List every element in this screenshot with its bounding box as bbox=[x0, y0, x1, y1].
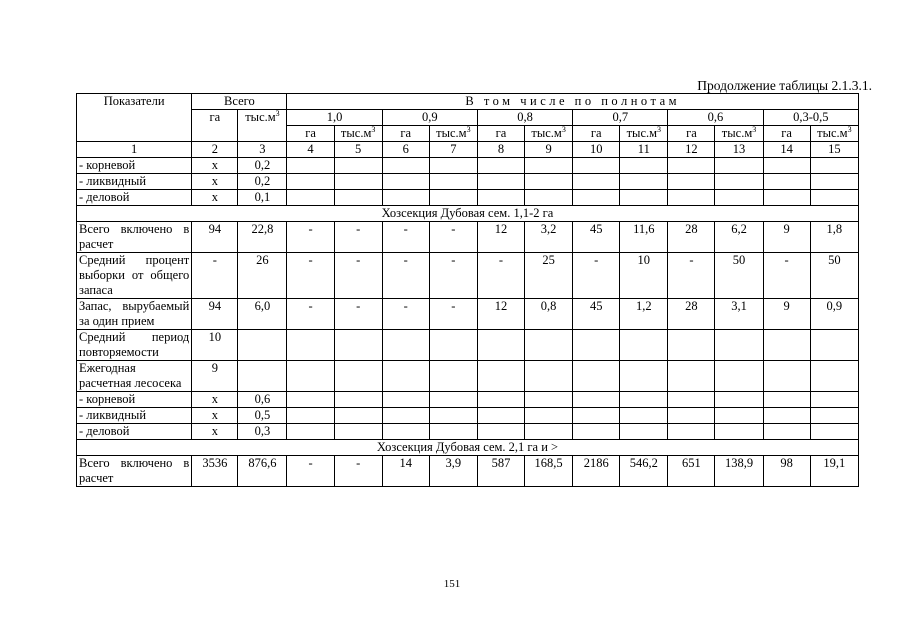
unit-tys: $тыс.м^3$ bbox=[620, 126, 668, 142]
table-cell bbox=[810, 392, 858, 408]
density-header: 0,8 bbox=[477, 110, 572, 126]
table-cell bbox=[287, 330, 334, 361]
table-cell: - bbox=[334, 456, 382, 487]
table-cell: 98 bbox=[763, 456, 810, 487]
table-row bbox=[77, 408, 859, 424]
table-cell bbox=[429, 361, 477, 392]
column-number: 14 bbox=[763, 142, 810, 158]
table-cell: - bbox=[287, 222, 334, 253]
table-cell: 9 bbox=[763, 299, 810, 330]
row-label: Средний период повторяемости bbox=[77, 330, 192, 361]
table-cell bbox=[715, 190, 763, 206]
column-number: 10 bbox=[573, 142, 620, 158]
table-cell: - bbox=[334, 299, 382, 330]
table-cell bbox=[382, 424, 429, 440]
table-cell bbox=[763, 361, 810, 392]
table-cell: 25 bbox=[525, 253, 573, 299]
table-cell: - bbox=[429, 299, 477, 330]
table-cell bbox=[334, 158, 382, 174]
table-cell bbox=[287, 158, 334, 174]
table-cell bbox=[429, 330, 477, 361]
table-cell: - bbox=[382, 299, 429, 330]
table-cell bbox=[620, 190, 668, 206]
table-cell: 19,1 bbox=[810, 456, 858, 487]
table-cell bbox=[668, 330, 715, 361]
table-cell bbox=[477, 330, 524, 361]
table-cell bbox=[620, 424, 668, 440]
table-cell bbox=[429, 190, 477, 206]
column-number: 11 bbox=[620, 142, 668, 158]
table-cell bbox=[287, 424, 334, 440]
section-title: Хозсекция Дубовая сем. 2,1 га и > bbox=[77, 440, 859, 456]
table-cell bbox=[334, 330, 382, 361]
table-cell: 1,2 bbox=[620, 299, 668, 330]
table-cell: 12 bbox=[477, 299, 524, 330]
table-cell: - bbox=[668, 253, 715, 299]
table-cell: 14 bbox=[382, 456, 429, 487]
data-table bbox=[76, 93, 859, 487]
table-cell bbox=[334, 361, 382, 392]
unit-tys: $тыс.м^3$ bbox=[334, 126, 382, 142]
table-cell bbox=[668, 190, 715, 206]
table-cell: 11,6 bbox=[620, 222, 668, 253]
density-header: 0,3-0,5 bbox=[763, 110, 858, 126]
table-cell bbox=[668, 174, 715, 190]
density-header: 1,0 bbox=[287, 110, 382, 126]
table-cell: - bbox=[573, 253, 620, 299]
table-cell bbox=[810, 361, 858, 392]
table-cell: - bbox=[382, 253, 429, 299]
table-cell bbox=[477, 408, 524, 424]
row-label: - деловой bbox=[77, 190, 192, 206]
table-cell: x bbox=[192, 190, 238, 206]
table-cell: 0,3 bbox=[238, 424, 287, 440]
table-cell bbox=[715, 330, 763, 361]
table-cell bbox=[810, 424, 858, 440]
table-cell: - bbox=[382, 222, 429, 253]
table-cell bbox=[810, 158, 858, 174]
unit-ga: га bbox=[382, 126, 429, 142]
section-row bbox=[77, 440, 859, 456]
table-row bbox=[77, 330, 859, 361]
table-cell bbox=[334, 190, 382, 206]
table-cell: x bbox=[192, 158, 238, 174]
table-cell bbox=[334, 408, 382, 424]
table-cell bbox=[477, 190, 524, 206]
unit-tys: $тыс.м^3$ bbox=[810, 126, 858, 142]
column-number: 1 bbox=[77, 142, 192, 158]
table-cell bbox=[810, 408, 858, 424]
unit-ga: га bbox=[573, 126, 620, 142]
table-cell: 28 bbox=[668, 299, 715, 330]
column-number: 15 bbox=[810, 142, 858, 158]
column-number: 7 bbox=[429, 142, 477, 158]
unit-ga: га bbox=[668, 126, 715, 142]
table-cell bbox=[620, 174, 668, 190]
table-cell bbox=[763, 392, 810, 408]
table-cell bbox=[429, 174, 477, 190]
table-row bbox=[77, 253, 859, 299]
table-cell bbox=[715, 174, 763, 190]
table-cell: - bbox=[287, 299, 334, 330]
column-number: 8 bbox=[477, 142, 524, 158]
table-cell bbox=[525, 392, 573, 408]
table-body bbox=[77, 158, 859, 487]
table-cell bbox=[525, 190, 573, 206]
table-cell bbox=[573, 361, 620, 392]
row-label: - деловой bbox=[77, 424, 192, 440]
table-cell bbox=[429, 424, 477, 440]
table-cell bbox=[334, 174, 382, 190]
table-cell: 12 bbox=[477, 222, 524, 253]
table-cell bbox=[573, 330, 620, 361]
table-row bbox=[77, 222, 859, 253]
table-cell: 0,2 bbox=[238, 174, 287, 190]
table-cell bbox=[525, 424, 573, 440]
unit-ga: га bbox=[477, 126, 524, 142]
table-cell: x bbox=[192, 408, 238, 424]
table-cell bbox=[429, 392, 477, 408]
table-cell bbox=[620, 408, 668, 424]
table-cell: 22,8 bbox=[238, 222, 287, 253]
table-cell bbox=[287, 174, 334, 190]
column-number: 12 bbox=[668, 142, 715, 158]
table-cell bbox=[763, 424, 810, 440]
table-cell bbox=[382, 330, 429, 361]
table-cell bbox=[334, 424, 382, 440]
unit-tys: $тыс.м^3$ bbox=[525, 126, 573, 142]
table-cell bbox=[715, 392, 763, 408]
table-cell: - bbox=[429, 253, 477, 299]
table-row bbox=[77, 190, 859, 206]
section-title: Хозсекция Дубовая сем. 1,1-2 га bbox=[77, 206, 859, 222]
table-cell bbox=[525, 174, 573, 190]
table-cell bbox=[429, 408, 477, 424]
table-cell bbox=[763, 330, 810, 361]
table-cell bbox=[334, 392, 382, 408]
table-cell bbox=[382, 158, 429, 174]
row-label: Всего включено в расчет bbox=[77, 456, 192, 487]
table-cell bbox=[287, 408, 334, 424]
table-cell bbox=[525, 330, 573, 361]
table-cell bbox=[715, 408, 763, 424]
table-cell: 876,6 bbox=[238, 456, 287, 487]
table-cell bbox=[382, 174, 429, 190]
table-cell: 10 bbox=[192, 330, 238, 361]
table-cell bbox=[525, 158, 573, 174]
table-row bbox=[77, 158, 859, 174]
table-cell: 1,8 bbox=[810, 222, 858, 253]
header-vsego-ga: га bbox=[192, 110, 238, 142]
table-cell bbox=[620, 158, 668, 174]
table-row bbox=[77, 299, 859, 330]
table-cell: 6,0 bbox=[238, 299, 287, 330]
table-cell: 94 bbox=[192, 299, 238, 330]
density-header: 0,6 bbox=[668, 110, 763, 126]
row-label: Запас, вырубаемый за один прием bbox=[77, 299, 192, 330]
header-vsego: Всего bbox=[192, 94, 287, 110]
table-cell: - bbox=[287, 253, 334, 299]
table-cell bbox=[477, 424, 524, 440]
unit-ga: га bbox=[763, 126, 810, 142]
row-label: Средний процент выборки от общего запаса bbox=[77, 253, 192, 299]
table-cell bbox=[810, 174, 858, 190]
table-cell bbox=[573, 408, 620, 424]
table-cell: 0,5 bbox=[238, 408, 287, 424]
table-cell bbox=[573, 424, 620, 440]
table-cell bbox=[810, 190, 858, 206]
row-label: Ежегодная расчетная лесосека bbox=[77, 361, 192, 392]
table-cell: x bbox=[192, 424, 238, 440]
table-cell: 9 bbox=[763, 222, 810, 253]
row-label: - ликвидный bbox=[77, 174, 192, 190]
table-cell bbox=[238, 361, 287, 392]
table-cell: - bbox=[192, 253, 238, 299]
table-cell: 0,8 bbox=[525, 299, 573, 330]
table-cell bbox=[382, 408, 429, 424]
column-number: 4 bbox=[287, 142, 334, 158]
table-cell: - bbox=[429, 222, 477, 253]
column-number: 2 bbox=[192, 142, 238, 158]
table-cell: - bbox=[763, 253, 810, 299]
density-header: 0,7 bbox=[573, 110, 668, 126]
table-cell bbox=[668, 361, 715, 392]
table-cell bbox=[715, 424, 763, 440]
table-cell: 0,6 bbox=[238, 392, 287, 408]
table-cell: 138,9 bbox=[715, 456, 763, 487]
table-cell bbox=[810, 330, 858, 361]
table-cell bbox=[668, 158, 715, 174]
unit-tys: $тыс.м^3$ bbox=[715, 126, 763, 142]
table-cell: 168,5 bbox=[525, 456, 573, 487]
table-cell bbox=[477, 361, 524, 392]
table-cell: 6,2 bbox=[715, 222, 763, 253]
table-row bbox=[77, 174, 859, 190]
row-label: - корневой bbox=[77, 158, 192, 174]
table-cell bbox=[382, 190, 429, 206]
table-row bbox=[77, 361, 859, 392]
table-cell: 3,1 bbox=[715, 299, 763, 330]
header-pokazateli: Показатели bbox=[77, 94, 192, 142]
table-cell bbox=[573, 158, 620, 174]
table-cell: 0,9 bbox=[810, 299, 858, 330]
table-cell bbox=[477, 158, 524, 174]
table-cell bbox=[382, 392, 429, 408]
table-cell: 45 bbox=[573, 222, 620, 253]
table-cell bbox=[668, 392, 715, 408]
table-cell bbox=[763, 190, 810, 206]
table-cell bbox=[477, 392, 524, 408]
table-cell: 3,9 bbox=[429, 456, 477, 487]
table-cell bbox=[525, 361, 573, 392]
table-cell bbox=[715, 158, 763, 174]
table-cell bbox=[620, 330, 668, 361]
table-row bbox=[77, 456, 859, 487]
table-cell bbox=[763, 158, 810, 174]
table-cell bbox=[525, 408, 573, 424]
section-row bbox=[77, 206, 859, 222]
table-caption: Продолжение таблицы 2.1.3.1. bbox=[697, 78, 872, 93]
table-cell bbox=[573, 190, 620, 206]
table-cell bbox=[668, 408, 715, 424]
table-cell: - bbox=[334, 222, 382, 253]
table-cell: x bbox=[192, 392, 238, 408]
column-number-row bbox=[77, 142, 859, 158]
header-v-tom-chisle: В том числе по полнотам bbox=[287, 94, 859, 110]
table-cell bbox=[287, 361, 334, 392]
table-cell: - bbox=[287, 456, 334, 487]
table-cell: 3536 bbox=[192, 456, 238, 487]
header-vsego-tys: $тыс.м^3$ bbox=[238, 110, 287, 142]
table-cell bbox=[573, 392, 620, 408]
table-cell: 9 bbox=[192, 361, 238, 392]
table-cell bbox=[477, 174, 524, 190]
table-cell bbox=[238, 330, 287, 361]
table-cell bbox=[715, 361, 763, 392]
table-row bbox=[77, 392, 859, 408]
column-number: 13 bbox=[715, 142, 763, 158]
table-cell: 50 bbox=[810, 253, 858, 299]
table-cell bbox=[668, 424, 715, 440]
table-cell bbox=[620, 361, 668, 392]
table-cell: 0,1 bbox=[238, 190, 287, 206]
table-cell: 546,2 bbox=[620, 456, 668, 487]
row-label: - ликвидный bbox=[77, 408, 192, 424]
table-cell bbox=[763, 174, 810, 190]
table-cell bbox=[287, 392, 334, 408]
column-number: 6 bbox=[382, 142, 429, 158]
unit-ga: га bbox=[287, 126, 334, 142]
row-label: - корневой bbox=[77, 392, 192, 408]
table-cell: - bbox=[477, 253, 524, 299]
table-cell bbox=[382, 361, 429, 392]
table-cell: 651 bbox=[668, 456, 715, 487]
table-cell: 94 bbox=[192, 222, 238, 253]
table-cell: 45 bbox=[573, 299, 620, 330]
density-header: 0,9 bbox=[382, 110, 477, 126]
table-cell bbox=[763, 408, 810, 424]
table-cell: 587 bbox=[477, 456, 524, 487]
table-cell bbox=[620, 392, 668, 408]
column-number: 5 bbox=[334, 142, 382, 158]
table-cell: 10 bbox=[620, 253, 668, 299]
table-cell bbox=[287, 190, 334, 206]
table-cell: 28 bbox=[668, 222, 715, 253]
table-cell: 26 bbox=[238, 253, 287, 299]
table-cell bbox=[573, 174, 620, 190]
column-number: 9 bbox=[525, 142, 573, 158]
table-cell: 50 bbox=[715, 253, 763, 299]
unit-tys: $тыс.м^3$ bbox=[429, 126, 477, 142]
table-cell: 3,2 bbox=[525, 222, 573, 253]
table-cell: 0,2 bbox=[238, 158, 287, 174]
table-row bbox=[77, 424, 859, 440]
page-number: 151 bbox=[443, 578, 461, 590]
row-label: Всего включено в расчет bbox=[77, 222, 192, 253]
table-cell: - bbox=[334, 253, 382, 299]
table-cell: 2186 bbox=[573, 456, 620, 487]
column-number: 3 bbox=[238, 142, 287, 158]
table-cell bbox=[429, 158, 477, 174]
table-cell: x bbox=[192, 174, 238, 190]
